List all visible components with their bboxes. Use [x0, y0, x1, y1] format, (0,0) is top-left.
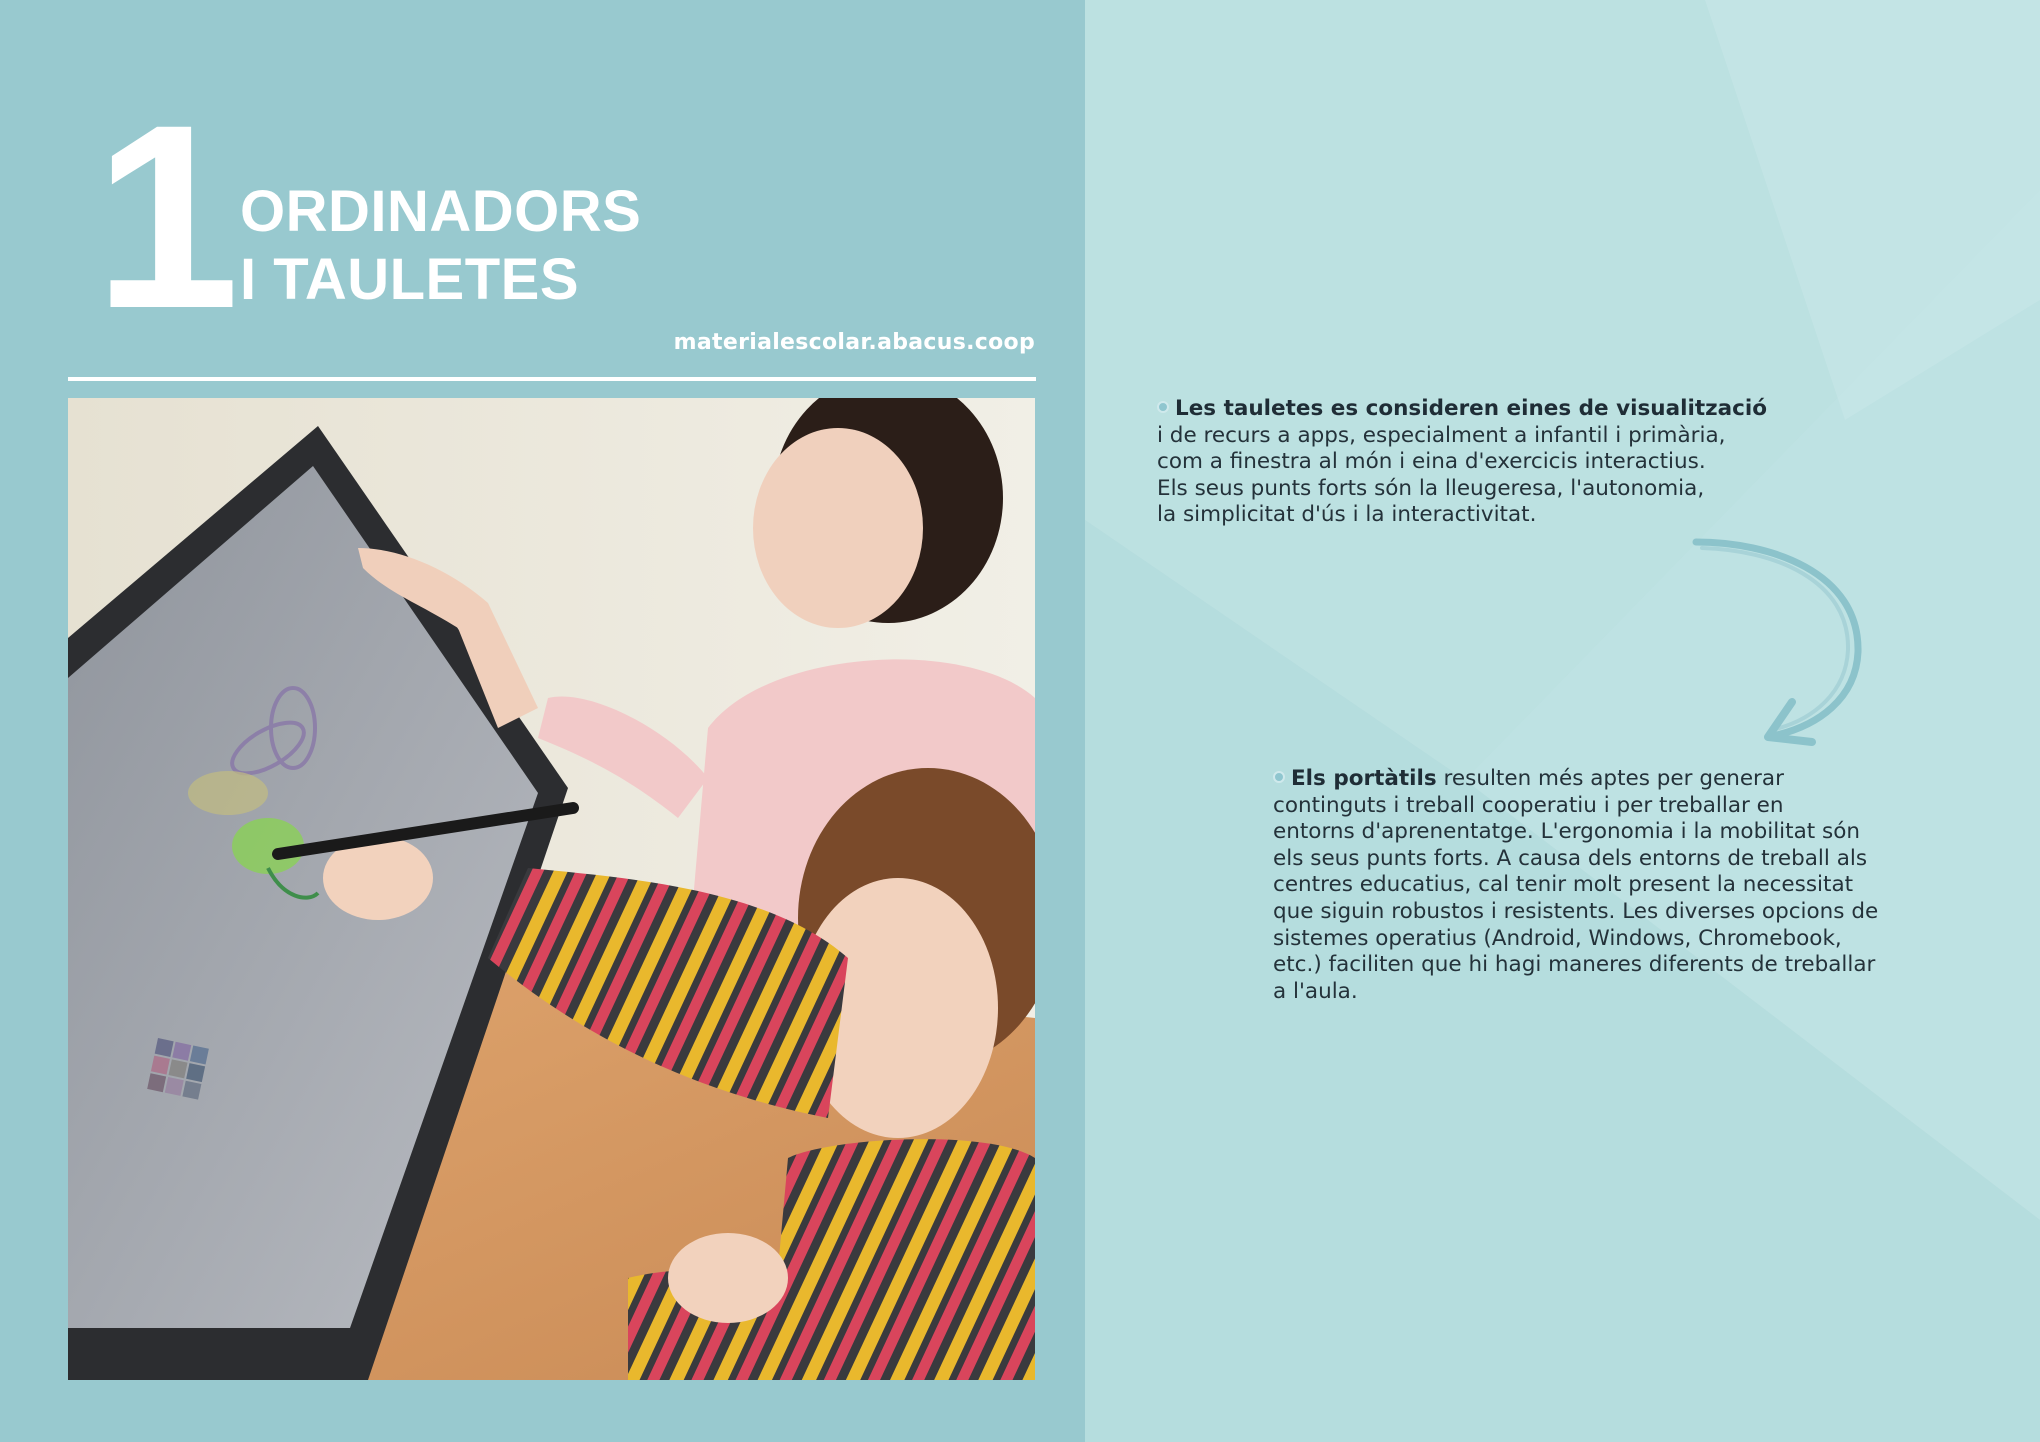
- laptops-line: sistemes operatius (Android, Windows, Chromebook,: [1273, 925, 1842, 951]
- laptops-line: centres educatius, cal tenir molt present la necessitat: [1273, 872, 1854, 898]
- laptops-line: continguts i treball cooperatiu i per treballar en: [1273, 792, 1784, 818]
- site-url[interactable]: materialescolar.abacus.coop: [673, 330, 1035, 355]
- laptops-bold-lead: Els portàtils: [1291, 766, 1437, 791]
- chapter-title: [240, 178, 641, 314]
- bullet-icon: [1157, 401, 1169, 413]
- laptops-first-rest: resulten més aptes per generar: [1436, 766, 1784, 791]
- tablets-line: Els seus punts forts són la lleugeresa, l'autonomia,: [1157, 475, 1705, 501]
- laptops-first-line: [1273, 766, 1933, 793]
- chapter-number: 1: [94, 70, 234, 363]
- tablets-line: com a finestra al món i eina d'exercicis interactius.: [1157, 449, 1706, 475]
- tablets-first-line: [1157, 396, 1817, 423]
- tablets-paragraph: [1157, 396, 1817, 529]
- background-facets: [1085, 0, 2040, 1442]
- curved-arrow-icon: [1690, 532, 1870, 752]
- tablets-bold-lead: Les tauletes es consideren eines de visualització: [1175, 396, 1768, 421]
- tablets-line: i de recurs a apps, especialment a infantil i primària,: [1157, 422, 1726, 448]
- chapter-title-line1: ORDINADORS: [240, 179, 642, 244]
- laptops-line: entorns d'aprenentatge. L'ergonomia i la mobilitat són: [1273, 819, 1860, 845]
- right-page: [1085, 0, 2040, 1442]
- chapter-title-line2: I TAULETES: [240, 247, 580, 312]
- divider: [68, 377, 1036, 381]
- laptops-line: els seus punts forts. A causa dels entorns de treball als: [1273, 845, 1868, 871]
- tablets-line: la simplicitat d'ús i la interactivitat.: [1157, 502, 1537, 528]
- bullet-icon: [1273, 771, 1285, 783]
- laptops-line: etc.) faciliten que hi hagi maneres diferents de treballar: [1273, 952, 1876, 978]
- laptops-line: que siguin robustos i resistents. Les diverses opcions de: [1273, 898, 1879, 924]
- laptops-paragraph: [1273, 766, 1933, 1005]
- children-drawing-on-touchscreen-image: [68, 398, 1035, 1380]
- laptops-line: a l'aula.: [1273, 978, 1358, 1004]
